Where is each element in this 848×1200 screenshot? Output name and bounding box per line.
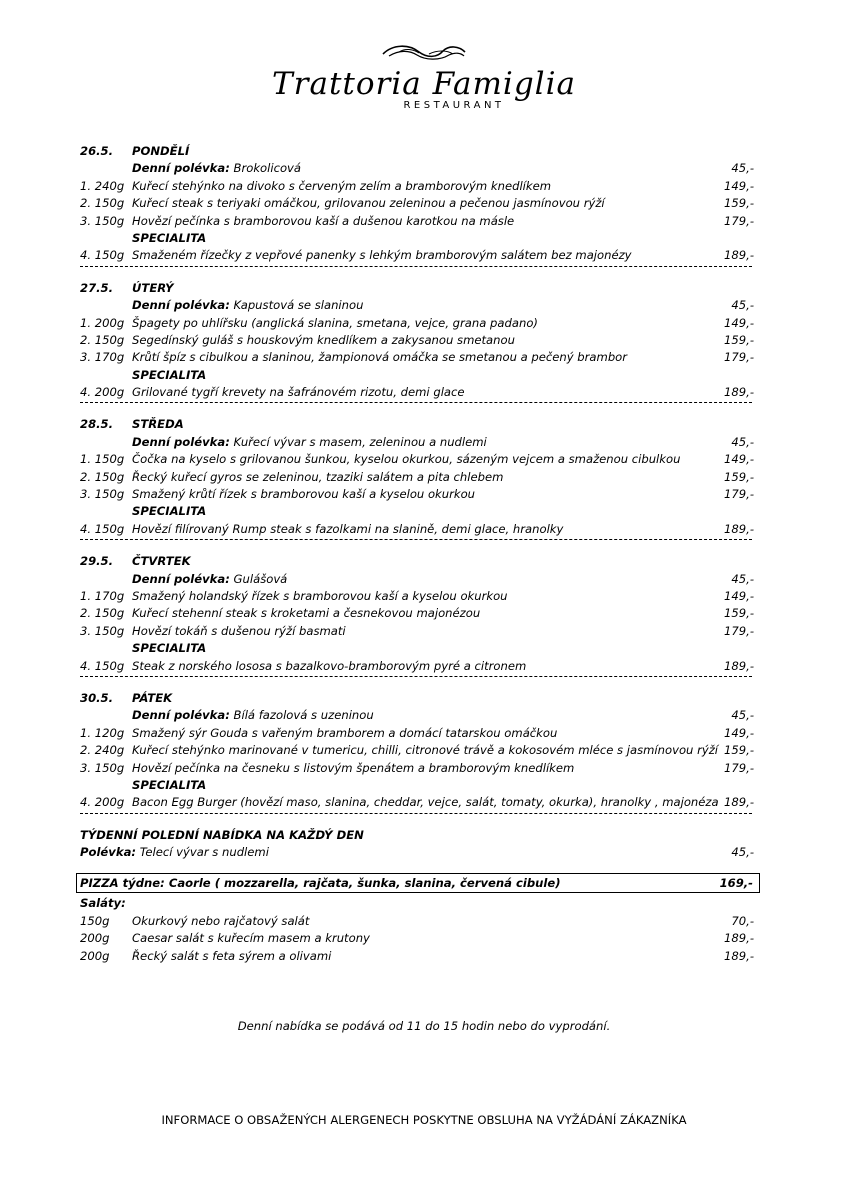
salad-weight: 200g [80,948,110,963]
day-date: 26.5. [80,144,114,158]
item-price: 189,- [724,521,754,536]
item-number-weight: 3. 170g [80,350,125,365]
day-header [80,143,760,160]
restaurant-logo [0,42,848,111]
item-description: Steak z norského lososa s bazalkovo-bramborovým pyré a citronem [132,658,527,673]
item-price: 189,- [724,658,754,673]
item-number-weight: 1. 170g [80,588,125,603]
specialty-item [80,521,760,538]
salad-item [80,913,760,930]
soup-name: Bílá fazolová s uzeninou [233,708,374,723]
menu-item [80,486,760,503]
weekly-soup-text [80,844,269,861]
item-description: Hovězí filírovaný Rump steak s fazolkami na slanině, demi glace, hranolky [132,521,564,536]
soup-name: Gulášová [233,571,288,586]
weekly-soup-row [80,844,760,861]
item-description: Hovězí tokáň s dušenou rýží basmati [132,623,346,638]
specialty-item [80,794,760,811]
item-description: Bacon Egg Burger (hovězí maso, slanina, cheddar, vejce, salát, tomaty, okurka), hranolky , majonéza [132,795,719,810]
menu-item [80,213,760,230]
soup-name: Kuřecí vývar s masem, zeleninou a nudlemi [233,434,487,449]
item-number-weight: 3. 150g [80,487,125,502]
item-price: 189,- [724,385,754,400]
specialty-label-row [80,503,760,520]
soup-row [80,707,760,724]
item-description: Krůtí špíz s cibulkou a slaninou, žampionová omáčka se smetanou a pečený brambor [132,350,628,365]
salad-description: Okurkový nebo rajčatový salát [132,913,310,928]
specialty-label: SPECIALITA [132,641,207,656]
item-price: 149,- [724,178,754,193]
item-description: Hovězí pečínka na česneku s listovým špenátem a bramborovým knedlíkem [132,760,575,775]
day-name: ÚTERÝ [132,280,174,295]
pizza-description: PIZZA týdne: Caorle ( mozzarella, rajčata, šunka, slanina, červená cibule) [80,876,561,891]
item-description: Segedínský guláš s houskovým knedlíkem a zakysanou smetanou [132,332,515,347]
specialty-label-row [80,777,760,794]
soup-row [80,297,760,314]
item-description: Kuřecí steak s teriyaki omáčkou, grilovanou zeleninou a pečenou jasmínovou rýží [132,196,605,211]
day-name: ČTVRTEK [132,554,191,569]
weekly-soup-name: Telecí vývar s nudlemi [139,845,269,860]
menu-item [80,332,760,349]
serving-hours-note: Denní nabídka se podává od 11 do 15 hodin nebo do vyprodání. [237,1019,611,1033]
item-number-weight: 4. 200g [80,385,125,400]
item-number-weight: 3. 150g [80,760,125,775]
soup-price: 45,- [731,708,754,723]
item-price: 159,- [724,469,754,484]
item-description: Špagety po uhlířsku (anglická slanina, smetana, vejce, grana padano) [132,315,538,330]
weekly-title-row [80,827,760,844]
soup-row [80,571,760,588]
item-number-weight: 3. 150g [80,623,125,638]
item-description: Čočka na kyselo s grilovanou šunkou, kyselou okurkou, sázeným vejcem a smaženou cibulkou [132,452,681,467]
item-price: 189,- [724,248,754,263]
item-description: Kuřecí stehenní steak s kroketami a česnekovou majonézou [132,606,481,621]
day-name: STŘEDA [132,417,184,432]
item-price: 189,- [724,795,754,810]
day-name: PÁTEK [132,690,173,705]
dashed-separator [80,402,752,403]
soup-label: Denní polévka: [132,298,230,313]
specialty-label: SPECIALITA [132,367,207,382]
dashed-separator [80,539,752,540]
item-description: Kuřecí stehýnko marinované v tumericu, chilli, citronové trávě a kokosovém mléce s jasmínovou rýží [132,743,719,758]
item-number-weight: 4. 200g [80,795,125,810]
item-number-weight: 4. 150g [80,248,125,263]
item-number-weight: 2. 150g [80,469,125,484]
item-price: 179,- [724,350,754,365]
specialty-item [80,247,760,264]
specialty-item [80,658,760,675]
item-number-weight: 2. 150g [80,332,125,347]
daily-menu [80,143,760,965]
salad-price: 70,- [731,913,754,928]
item-number-weight: 2. 150g [80,606,125,621]
brand-subtitle: RESTAURANT [403,100,505,111]
item-price: 179,- [724,760,754,775]
salads-title: Saláty: [80,896,126,911]
specialty-label: SPECIALITA [132,504,207,519]
soup-text [132,434,487,451]
salad-price: 189,- [724,948,754,963]
item-price: 179,- [724,213,754,228]
item-number-weight: 4. 150g [80,521,125,536]
item-price: 149,- [724,588,754,603]
item-price: 159,- [724,743,754,758]
item-number-weight: 1. 200g [80,315,125,330]
weekly-soup-price: 45,- [731,845,754,860]
soup-label: Denní polévka: [132,708,230,723]
soup-text [132,160,301,177]
salad-description: Řecký salát s feta sýrem a olivami [132,948,332,963]
salad-item [80,948,760,965]
item-description: Řecký kuřecí gyros se zeleninou, tzaziki salátem a pita chlebem [132,469,504,484]
pizza-of-week-box [76,873,760,893]
menu-item [80,315,760,332]
item-price: 159,- [724,332,754,347]
soup-text [132,297,363,314]
day-name: PONDĚLÍ [132,144,190,158]
menu-item [80,742,760,759]
item-price: 149,- [724,452,754,467]
specialty-label: SPECIALITA [132,230,207,245]
soup-price: 45,- [731,161,754,176]
item-number-weight: 1. 150g [80,452,125,467]
menu-item [80,623,760,640]
soup-name: Kapustová se slaninou [233,298,364,313]
soup-price: 45,- [731,298,754,313]
item-number-weight: 1. 120g [80,725,125,740]
item-description: Smaženém řízečky z vepřové panenky s lehkým bramborovým salátem bez majonézy [132,248,632,263]
soup-price: 45,- [731,571,754,586]
weekly-soup-label: Polévka: [80,845,137,860]
salad-price: 189,- [724,931,754,946]
menu-item [80,725,760,742]
day-date: 30.5. [80,690,114,705]
item-price: 179,- [724,623,754,638]
item-price: 159,- [724,606,754,621]
specialty-label: SPECIALITA [132,777,207,792]
item-description: Kuřecí stehýnko na divoko s červeným zelím a bramborovým knedlíkem [132,178,552,193]
day-header [80,416,760,433]
dashed-separator [80,813,752,814]
salad-item [80,930,760,947]
menu-item [80,605,760,622]
menu-item [80,469,760,486]
salads-title-row [80,895,760,912]
salad-description: Caesar salát s kuřecím masem a krutony [132,931,370,946]
item-price: 149,- [724,725,754,740]
item-number-weight: 2. 240g [80,743,125,758]
pizza-price: 169,- [719,876,753,891]
item-price: 149,- [724,315,754,330]
soup-row [80,434,760,451]
dashed-separator [80,266,752,267]
soup-label: Denní polévka: [132,571,230,586]
day-date: 27.5. [80,280,114,295]
menu-item [80,760,760,777]
menu-item [80,195,760,212]
salad-weight: 150g [80,913,110,928]
item-number-weight: 1. 240g [80,178,125,193]
item-description: Smažený holandský řízek s bramborovou kaší a kyselou okurkou [132,588,508,603]
soup-price: 45,- [731,434,754,449]
item-number-weight: 2. 150g [80,196,125,211]
item-description: Hovězí pečínka s bramborovou kaší a dušenou karotkou na másle [132,213,515,228]
day-header [80,690,760,707]
item-number-weight: 3. 150g [80,213,125,228]
item-description: Grilované tygří krevety na šafránovém rizotu, demi glace [132,385,465,400]
soup-name: Brokolicová [233,161,302,176]
item-description: Smažený sýr Gouda s vařeným bramborem a domácí tatarskou omáčkou [132,725,558,740]
item-price: 179,- [724,487,754,502]
item-description: Smažený krůtí řízek s bramborovou kaší a kyselou okurkou [132,487,476,502]
salad-weight: 200g [80,931,110,946]
weekly-offer-title: TÝDENNÍ POLEDNÍ NABÍDKA NA KAŽDÝ DEN [80,827,364,842]
brand-name: Trattoria Famiglia [272,66,576,102]
specialty-label-row [80,367,760,384]
allergen-footer: INFORMACE O OBSAŽENÝCH ALERGENECH POSKYTNE OBSLUHA NA VYŽÁDÁNÍ ZÁKAZNÍKA [161,1113,687,1127]
dashed-separator [80,676,752,677]
soup-label: Denní polévka: [132,161,230,176]
day-header [80,553,760,570]
day-header [80,280,760,297]
day-date: 29.5. [80,554,114,569]
soup-label: Denní polévka: [132,434,230,449]
menu-item [80,451,760,468]
soup-text [132,707,374,724]
menu-item [80,349,760,366]
specialty-label-row [80,640,760,657]
item-price: 159,- [724,196,754,211]
specialty-label-row [80,230,760,247]
item-number-weight: 4. 150g [80,658,125,673]
soup-text [132,571,287,588]
menu-item [80,588,760,605]
menu-item [80,178,760,195]
day-date: 28.5. [80,417,114,432]
soup-row [80,160,760,177]
specialty-item [80,384,760,401]
flourish-ornament-icon [379,42,469,64]
